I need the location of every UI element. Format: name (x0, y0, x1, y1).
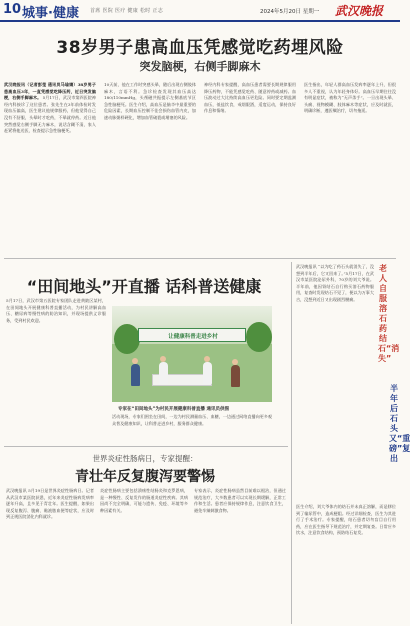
divider (291, 262, 292, 624)
section-title: 城事·健康 (22, 6, 79, 21)
article3-col3: 专家表示，炎症性肠病虽然目前难以根治，但通过规范治疗，大多数患者可以实现长期缓解，正常工作和生活。患者应保持规律作息，注意饮食卫生，避免辛辣刺激食物。 (194, 488, 286, 513)
photo-tree (114, 324, 140, 354)
photo-person (203, 362, 212, 384)
side-col1: 武汉晚报讯 “以为吃了药石头就消失了，没想到半年后，它又回来了。”5月17日，在武汉市某医院泌尿外科，70岁的刘大爷说。半年前，他因肾结石自行购买溶石药物服用，复查时发现结石不见了，便以为万事大吉，没想到近日又出现剧烈腰痛。 (296, 264, 374, 302)
photo-person (131, 364, 140, 386)
photo-banner-text: 让健康科普走进乡村 (168, 334, 218, 340)
side-col2: 医生介绍，刘大爷体内的结石并未真正溶解，而是移位到了输尿管中，造成梗阻。经过详细检查，医生为其进行了手术治疗。专家提醒，结石患者切勿盲目自行用药，应在医生指导下规范治疗，并定期复查。日常应多饮水，注意饮食结构，预防结石复发。 (296, 504, 396, 536)
section-tags: 首席 医院 医疗 健康 松时 正志 (90, 8, 164, 14)
article3-title: 青壮年反复腹泻要警惕 (75, 469, 215, 485)
article1-col1 (4, 82, 96, 250)
article1-lead: 武汉晚报讯（记者彭莹 通讯员马瑜婧）38岁男子患高血压3年，一直凭感觉吃降压药，近日突发脑梗，右侧手脚麻木。 (4, 82, 96, 101)
paper-logo: 武汉晚报 (335, 4, 384, 18)
article3-kicker: 世界炎症性肠病日，专家提醒： (92, 454, 198, 463)
article1-headline: 38岁男子患高血压凭感觉吃药埋风险 (56, 38, 344, 58)
article3-col1: 武汉晚报讯 5月19日是世界炎症性肠病日。记者从武汉市某医院获悉，近年来炎症性肠病发病率逐年升高，且多见于青壮年。医生提醒，如果出现反复腹泻、腹痛、黏液脓血便等症状，应及时到正规医院消化内科就诊。 (6, 488, 94, 520)
photo-person (159, 362, 168, 384)
divider (4, 258, 396, 259)
article1-col1-body: 5月17日，武汉市第四医院神经内科接诊了这位患者。张先生在3年前体检时发现血压偏高，医生建议他规律服药，但他觉得自己没有不舒服，头晕时才吃药，不晕就停药。近日他突然感觉右侧手脚无力麻木，说话含糊不清，家人赶紧将他送医，检查提示急性脑梗死。 (4, 95, 96, 134)
side-headline-a: 老人自服溶石药结石“消失” (378, 264, 400, 363)
photo-person (231, 365, 240, 387)
page-number: 10 (3, 2, 22, 17)
divider (4, 446, 288, 447)
article1-subheadline: 突发脑梗，右侧手脚麻木 (139, 60, 261, 73)
article2-col2: 活动现场，专家们围坐在田间，一边为村民测量血压、血糖，一边通过网络直播向更多观众普及健康知识，让科普走进乡村，服务群众健康。 (112, 414, 272, 426)
issue-date: 2024年5月20日 星期一 (260, 9, 320, 15)
article2-title: “田间地头”开直播 话科普送健康 (26, 277, 262, 296)
article2-col1: 5月17日，武汉市第五医院专家团队走进黄陂区某村，在田间地头开展健康科普直播活动，为村民讲解高血压、糖尿病等慢性病的防治知识，并现场提供义诊服务，受到村民欢迎。 (6, 298, 106, 323)
photo-tree (246, 322, 272, 352)
article2-photo (112, 306, 272, 402)
masthead (0, 0, 400, 22)
article3-col2: 炎症性肠病主要包括溃疡性结肠炎和克罗恩病，是一种慢性、反复发作的肠道炎症性疾病。其病因尚不完全明确，可能与遗传、免疫、环境等多种因素有关。 (100, 488, 188, 513)
side-headline-b: 半年后石头又“重磅”复出 (389, 384, 410, 463)
article1-col3: 神经内科专家提醒，高血压患者需要长期规律服用降压药物，不能凭感觉吃药、随意停药或减药。血压波动过大比持续高血压更危险。同时要定期监测血压，低盐饮食，戒烟限酒，适度运动，保持良好作息和情绪。 (204, 82, 296, 114)
article1-col2: 10天前，他在工作时突感头晕，随后出现右侧肢体麻木，言语不利。急诊检查发现其血压高达180/110mmHg，头颅磁共振提示左侧基底节区急性脑梗死。医生介绍，高血压是脑卒中最重要的危险因素，长期血压控制不佳会损伤血管内皮，加速动脉粥样硬化，增加血管破裂或堵塞的风险。 (104, 82, 196, 120)
article1-col4: 医生指出，年轻人群高血压发病率逐年上升，但很多人不重视，认为年轻身体好。高血压早期往往没有明显症状，被称为“无声杀手”。一旦出现头晕、头痛、视物模糊、肢体麻木等症状，应及时就医，明确诊断，遵医嘱治疗，切勿拖延。 (304, 82, 396, 114)
article2-caption: 专家在“田间地头”为村民开展健康科普直播 通讯员供图 (118, 407, 229, 412)
photo-banner (138, 328, 246, 342)
